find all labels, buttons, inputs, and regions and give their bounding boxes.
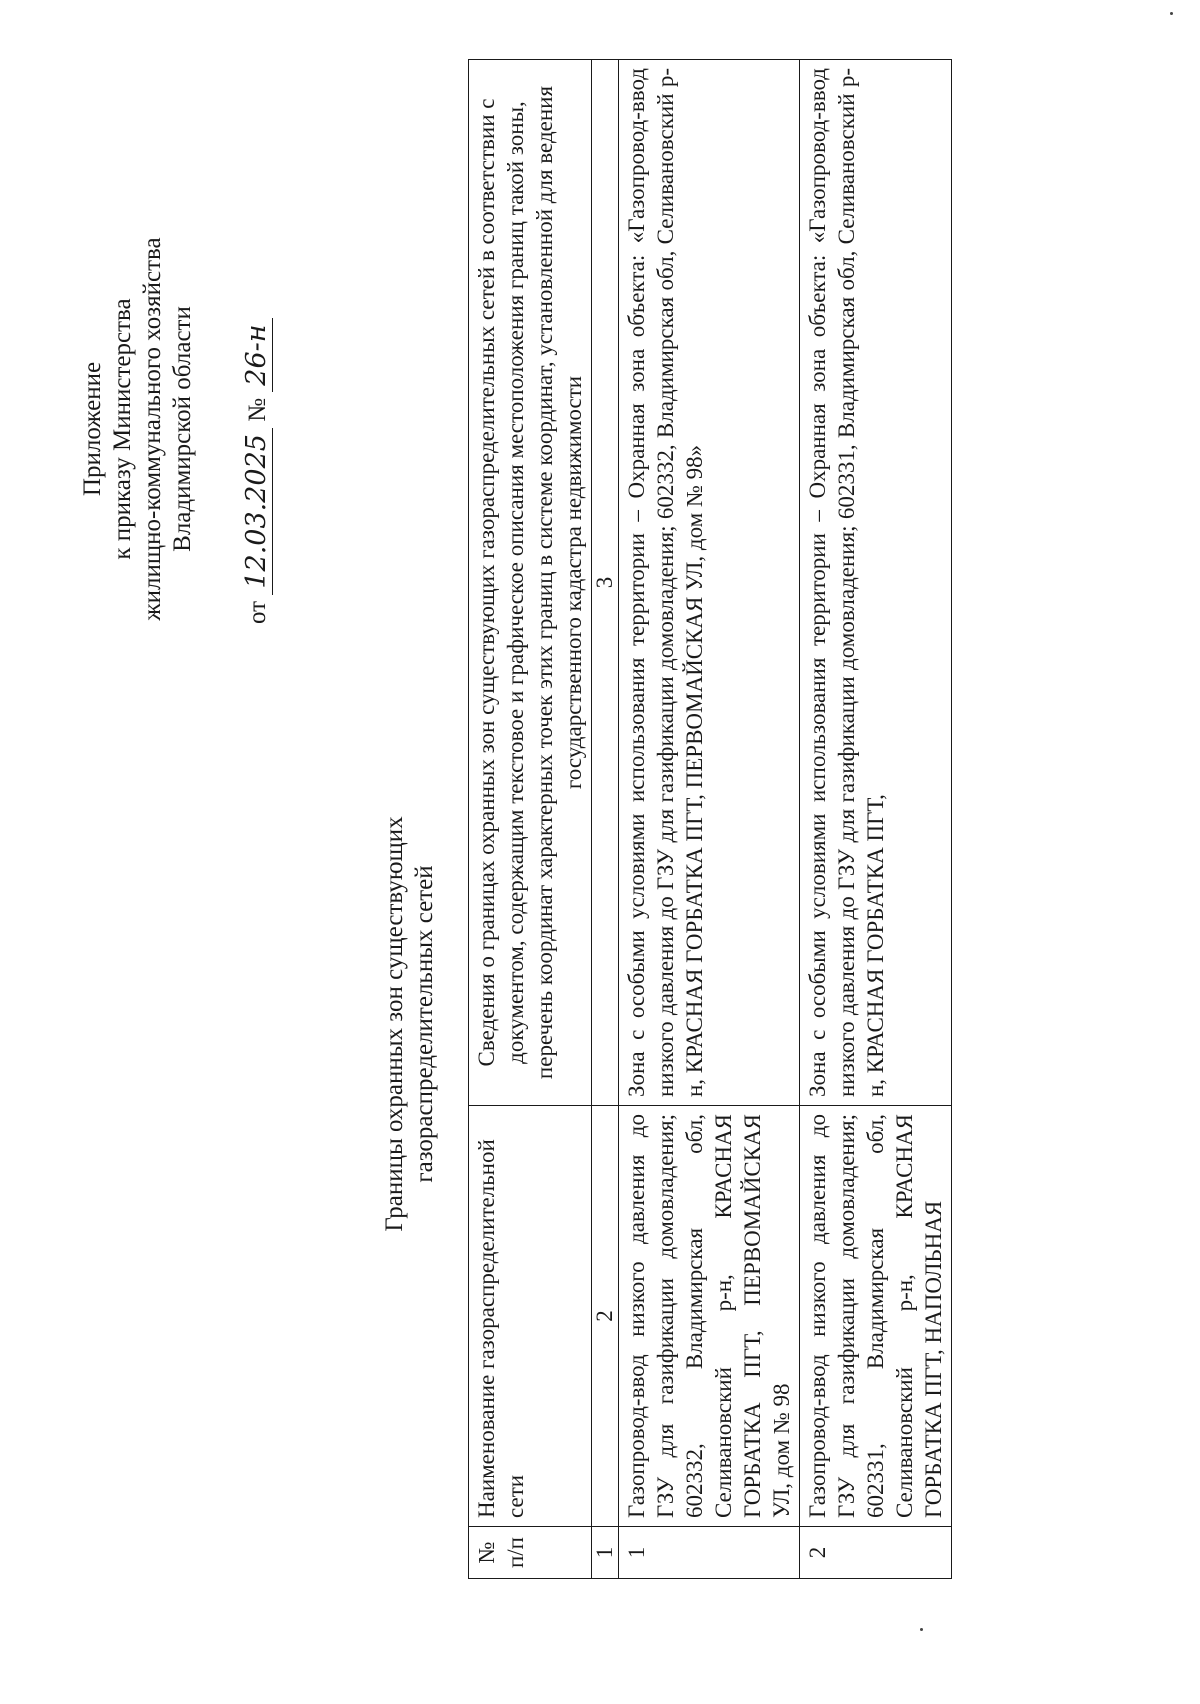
date-prefix: от — [244, 600, 271, 624]
zones-table — [468, 59, 952, 1579]
table-header-row — [469, 60, 592, 1579]
title-line-1: Границы охранных зон существующих — [381, 816, 408, 1232]
approval-line-4: Владимирской области — [169, 306, 196, 552]
approval-line-3: жилищно-коммунального хозяйства — [139, 237, 166, 621]
approval-line-1: Приложение — [79, 361, 106, 497]
approval-block — [78, 194, 273, 664]
index-cell-1: 1 — [592, 1527, 619, 1579]
table-row — [619, 60, 800, 1579]
approval-line-2: к приказу Министерства — [109, 298, 136, 560]
row-zone-info: Зона с особыми условиями использования территории – Охранная зона объекта: «Газопровод-ввод низкого давления до ГЗУ для газификации домовладения; 602331, Владимирская обл, Селивановский р-н, КРАСНАЯ ГОРБАТКА ПГТ, — [800, 60, 952, 1106]
header-number: № п/п — [469, 1527, 592, 1579]
row-number: 2 — [800, 1527, 952, 1579]
table-index-row — [592, 60, 619, 1579]
index-cell-3: 3 — [592, 60, 619, 1106]
header-network-name: Наименование газораспределительной сети — [469, 1106, 592, 1527]
title-line-2: газораспределительных сетей — [411, 865, 438, 1183]
number-prefix: № — [244, 397, 271, 422]
row-zone-info: Зона с особыми условиями использования территории – Охранная зона объекта: «Газопровод-ввод низкого давления до ГЗУ для газификации домовладения; 602332, Владимирская обл, Селивановский р-н, КРАСНАЯ ГОРБАТКА ПГТ, ПЕРВОМАЙСКАЯ УЛ, дом № 98» — [619, 60, 800, 1106]
handwritten-number: 26-н — [241, 318, 273, 391]
index-cell-2: 2 — [592, 1106, 619, 1527]
header-zone-info: Сведения о границах охранных зон существующих газораспределительных сетей в соответствии с документом, содержащим текстовое и графическое описания местоположения границ такой зоны, перечень координат характерных точек этих границ в системе координат, установленной для ведения государственного кадастра недвижимости — [469, 60, 592, 1106]
handwritten-date: 12.03.2025 — [241, 428, 273, 595]
row-network-name: Газопровод-ввод низкого давления до ГЗУ для газификации домовладения; 602331, Владимирская обл, Селивановский р-н, КРАСНАЯ ГОРБАТКА ПГТ, НАПОЛЬНАЯ — [800, 1106, 952, 1527]
approval-date-line — [242, 194, 273, 664]
scan-speck — [1170, 12, 1173, 15]
row-number: 1 — [619, 1527, 800, 1579]
table-row — [800, 60, 952, 1579]
row-network-name: Газопровод-ввод низкого давления до ГЗУ для газификации домовладения; 602332, Владимирская обл, Селивановский р-н, КРАСНАЯ ГОРБАТКА ПГТ, ПЕРВОМАЙСКАЯ УЛ, дом № 98 — [619, 1106, 800, 1527]
scan-speck — [920, 1628, 923, 1631]
document-title — [380, 674, 440, 1374]
